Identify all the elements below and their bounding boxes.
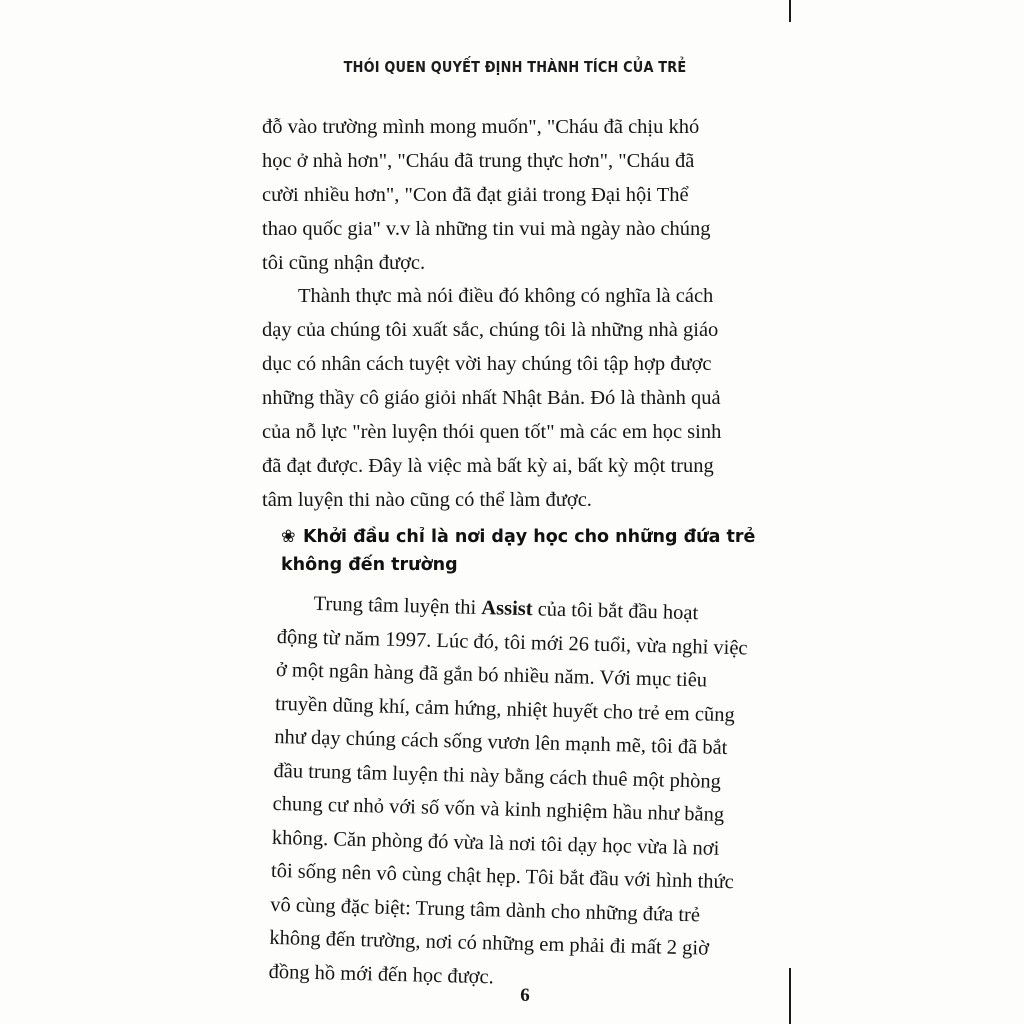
text-line: những thầy cô giáo giỏi nhất Nhật Bản. Đó là thành quả	[262, 387, 721, 409]
section-heading-line	[281, 523, 755, 551]
paragraph-2	[262, 279, 721, 517]
page-edge-line-bottom	[789, 968, 791, 1024]
text-line: như dạy chúng cách sống vươn lên mạnh mẽ, tôi đã bắt	[274, 725, 728, 760]
section-heading-line: không đến trường	[281, 555, 458, 575]
text-line: dục có nhân cách tuyệt vời hay chúng tôi tập hợp được	[262, 353, 712, 375]
text-line: đầu trung tâm luyện thi này bằng cách thuê một phòng	[273, 759, 722, 793]
section-heading	[281, 523, 755, 579]
text-run: của tôi bắt đầu hoạt	[532, 598, 699, 625]
text-line: học ở nhà hơn", "Cháu đã trung thực hơn", "Cháu đã	[262, 150, 695, 172]
text-line: tôi sống nên vô cùng chật hẹp. Tôi bắt đầu với hình thức	[270, 859, 735, 894]
text-line: của nỗ lực "rèn luyện thói quen tốt" mà các em học sinh	[262, 421, 722, 443]
text-line: đã đạt được. Đây là việc mà bất kỳ ai, bất kỳ một trung	[262, 455, 714, 477]
flower-icon: ❀	[281, 527, 296, 547]
text-line: truyền dũng khí, cảm hứng, nhiệt huyết cho trẻ em cũng	[274, 692, 736, 726]
section-heading-text: Khởi đầu chỉ là nơi dạy học cho những đứa trẻ	[303, 527, 756, 547]
text-line: vô cùng đặc biệt: Trung tâm dành cho những đứa trẻ	[269, 893, 701, 926]
text-line: Thành thực mà nói điều đó không có nghĩa là cách	[298, 285, 714, 307]
paragraph-1	[262, 110, 711, 280]
text-line: đồng hồ mới đến học được.	[268, 960, 495, 988]
assist-name: Assist	[481, 596, 533, 621]
text-line: thao quốc gia" v.v là những tin vui mà ngày nào chúng	[262, 218, 711, 240]
page-edge-line-top	[789, 0, 791, 22]
text-line: cười nhiều hơn", "Con đã đạt giải trong Đại hội Thể	[262, 184, 689, 206]
text-run: Trung tâm luyện thi	[313, 592, 482, 619]
text-line: ở một ngân hàng đã gắn bó nhiều năm. Với mục tiêu	[275, 658, 708, 692]
text-line: tâm luyện thi nào cũng có thể làm được.	[262, 489, 592, 511]
text-line: chung cư nhỏ với số vốn và kinh nghiệm hầu như bằng	[272, 792, 725, 826]
paragraph-3	[268, 587, 749, 1000]
text-line: dạy của chúng tôi xuất sắc, chúng tôi là những nhà giáo	[262, 319, 719, 341]
text-line: tôi cũng nhận được.	[262, 252, 426, 274]
text-line: không. Căn phòng đó vừa là nơi tôi dạy học vừa là nơi	[271, 826, 720, 860]
text-line: không đến trường, nơi có những em phải đi mất 2 giờ	[269, 926, 710, 960]
text-line: đỗ vào trường mình mong muốn", "Cháu đã chịu khó	[262, 116, 700, 138]
page-number: 6	[520, 985, 530, 1006]
text-line: động từ năm 1997. Lúc đó, tôi mới 26 tuổi, vừa nghỉ việc	[276, 625, 748, 659]
running-head: THÓI QUEN QUYẾT ĐỊNH THÀNH TÍCH CỦA TRẺ	[343, 58, 687, 76]
